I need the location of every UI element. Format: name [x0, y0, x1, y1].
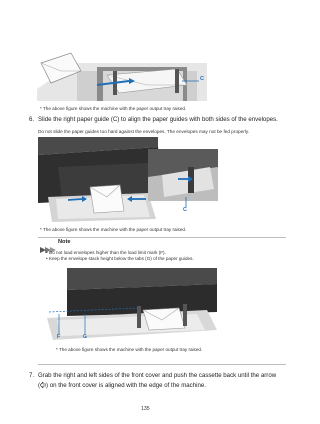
note-icon: [40, 240, 58, 246]
step-7-line-2-text: ) on the front cover is aligned with the edge of the machine.: [46, 382, 206, 389]
bullet-dot-icon: •: [46, 256, 49, 261]
figure-1-illustration: [37, 41, 207, 101]
note-callout-f: F: [57, 334, 61, 340]
figure-2-illustration: [38, 137, 228, 222]
figure-2-callout-c: C: [183, 207, 187, 213]
figure-1-envelope-loading: [37, 41, 207, 101]
figure-1-caption: * The above figure shows the machine with the paper output tray raised.: [40, 106, 187, 111]
note-item-2-text: Keep the envelope stack height below the tabs (G) of the paper guides.: [48, 256, 194, 261]
note-item-2: [46, 256, 194, 261]
figure-2-paper-guide-slide: [38, 137, 228, 222]
note-item-1: [46, 250, 166, 255]
note-item-1-text: Do not load envelopes higher than the load limit mark (F).: [48, 250, 166, 255]
note-callout-g: G: [83, 334, 87, 340]
step-7-line-2: ( ) on the front cover is aligned with the edge of the machine.: [38, 382, 206, 389]
note-heading: Note: [58, 239, 71, 245]
step-7-number: 7.: [29, 372, 35, 379]
page-number: 135: [141, 406, 150, 412]
step-6-text: Slide the right paper guide (C) to align the paper guides with both sides of the envelopes.: [38, 116, 278, 123]
figure-2-caption: * The above figure shows the machine with the paper output tray raised.: [40, 227, 187, 232]
step-6-number: 6.: [29, 116, 35, 123]
note-figure-caption: * The above figure shows the machine with the paper output tray raised.: [56, 347, 203, 352]
bullet-dot-icon: •: [46, 250, 49, 255]
figure-1-callout-c: C: [200, 76, 204, 82]
step-7-line-1: Grab the right and left sides of the front cover and push the cassette back until the arrow: [38, 372, 277, 379]
note-figure-load-limit: [47, 268, 217, 340]
note-figure-illustration: [47, 268, 217, 340]
step-6-subtext: Do not slide the paper guides too hard against the envelopes. The envelopes may not be fed properly.: [38, 129, 250, 134]
